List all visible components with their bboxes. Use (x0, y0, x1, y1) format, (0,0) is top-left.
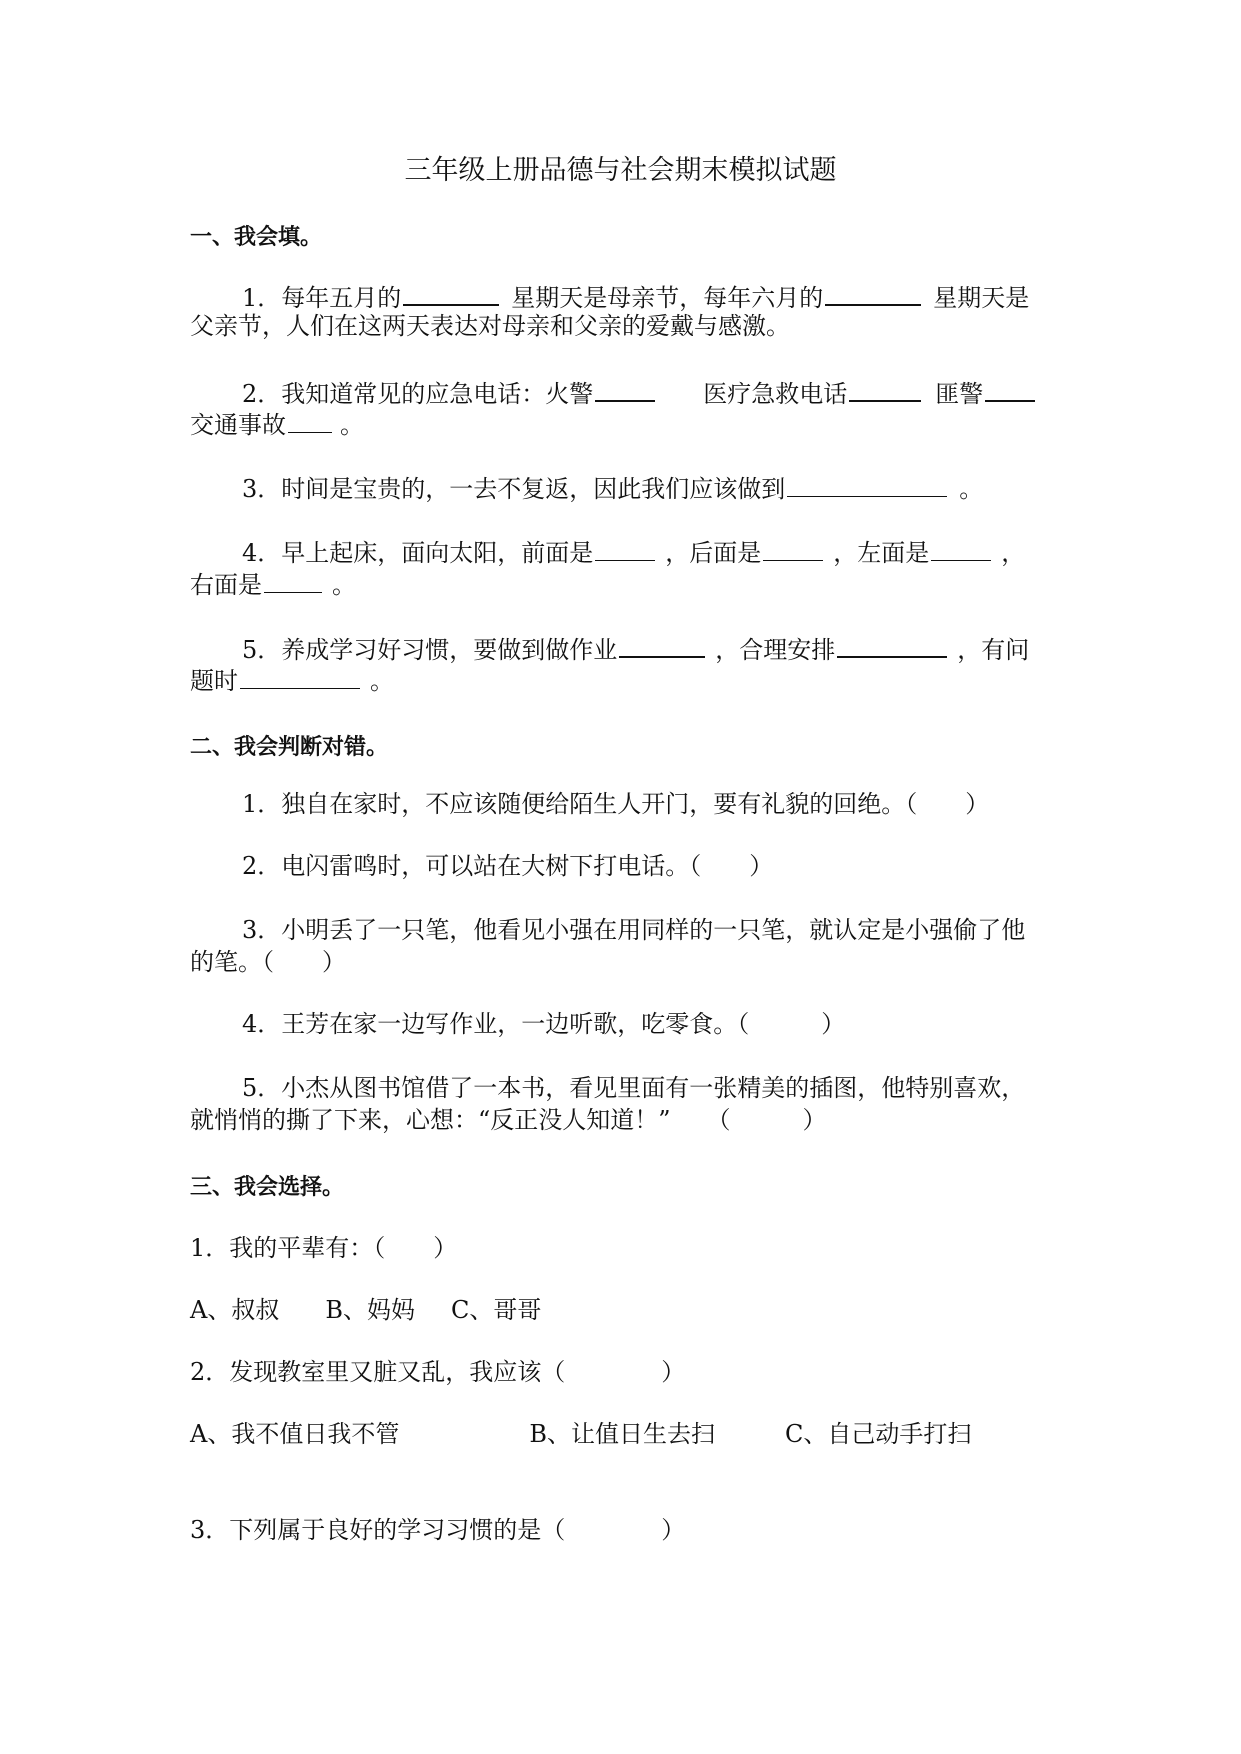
section-heading-choose: 三、我会选择。 (190, 1175, 345, 1200)
fill-blank[interactable] (403, 278, 499, 306)
fill-q1-line1 (242, 278, 1029, 314)
fill-blank[interactable] (595, 374, 655, 402)
fill-q2-text-b: 医疗急救电话 (703, 380, 848, 408)
fill-q4-text-a: 4．早上起床，面向太阳，前面是 (242, 539, 594, 567)
fill-q1-text-c: 星期天是 (933, 284, 1030, 312)
fill-blank[interactable] (288, 406, 332, 433)
fill-q3-text-b: 。 (959, 475, 984, 503)
fill-q5-text-e: 。 (370, 667, 394, 695)
option-a[interactable]: A、我不值日我不管 (190, 1420, 400, 1448)
option-c[interactable]: C、自己动手打扫 (784, 1420, 972, 1448)
judge-q3-line1: 3．小明丢了一只笔，他看见小强在用同样的一只笔，就认定是小强偷了他 (242, 916, 1026, 944)
fill-q4-text-d: ， (1001, 539, 1026, 567)
option-b[interactable]: B、让值日生去扫 (529, 1420, 715, 1448)
fill-q4-text-c: ，左面是 (833, 539, 930, 567)
fill-blank[interactable] (931, 534, 991, 561)
fill-blank[interactable] (763, 534, 823, 561)
fill-blank[interactable] (595, 534, 655, 561)
choose-q3: 3．下列属于良好的学习习惯的是（ ） (190, 1516, 686, 1544)
fill-q5-text-b: ，合理安排 (715, 636, 836, 664)
fill-q2-line1 (242, 374, 1037, 410)
fill-blank[interactable] (849, 374, 921, 402)
judge-q2: 2．电闪雷鸣时，可以站在大树下打电话。（ ） (242, 852, 774, 880)
fill-q5-line1 (242, 630, 1029, 666)
option-b[interactable]: B、妈妈 (325, 1296, 415, 1324)
fill-blank[interactable] (825, 278, 921, 306)
fill-q1-text-a: 1．每年五月的 (242, 284, 402, 312)
fill-q3-line (242, 470, 983, 505)
judge-q5-line2: 就悄悄的撕了下来，心想：“反正没人知道！” （ ） (190, 1106, 827, 1134)
fill-q2-text-a: 2．我知道常见的应急电话：火警 (242, 380, 594, 408)
fill-q5-text-c: ，有问 (957, 636, 1030, 664)
fill-blank[interactable] (240, 662, 360, 689)
fill-q2-line2 (190, 406, 364, 441)
fill-blank[interactable] (619, 630, 705, 658)
choose-q1: 1．我的平辈有：（ ） (190, 1234, 458, 1262)
option-a[interactable]: A、叔叔 (190, 1296, 280, 1324)
fill-q2-text-e: 。 (340, 411, 364, 439)
fill-blank[interactable] (837, 630, 947, 658)
fill-q4-text-f: 。 (332, 571, 356, 599)
fill-q1-text-d: 父亲节，人们在这两天表达对母亲和父亲的爱戴与感激。 (190, 312, 790, 340)
fill-blank[interactable] (264, 566, 322, 593)
fill-q2-text-c: 匪警 (935, 380, 984, 408)
fill-q5-text-d: 题时 (190, 667, 238, 695)
section-heading-judge: 二、我会判断对错。 (190, 735, 389, 760)
choose-q2-options (190, 1418, 971, 1450)
judge-q1: 1．独自在家时，不应该随便给陌生人开门，要有礼貌的回绝。（ ） (242, 790, 990, 818)
choose-q1-options (190, 1294, 541, 1326)
option-c[interactable]: C、哥哥 (450, 1296, 542, 1324)
fill-q4-line1 (242, 534, 1025, 569)
fill-blank[interactable] (985, 374, 1035, 402)
fill-q5-text-a: 5．养成学习好习惯，要做到做作业 (242, 636, 618, 664)
fill-q2-text-d: 交通事故 (190, 411, 286, 439)
fill-blank[interactable] (787, 470, 947, 497)
fill-q4-line2 (190, 566, 356, 601)
choose-q2: 2．发现教室里又脏又乱，我应该（ ） (190, 1358, 686, 1386)
fill-q3-text-a: 3．时间是宝贵的，一去不复返，因此我们应该做到 (242, 475, 786, 503)
judge-q3-line2: 的笔。（ ） (190, 948, 346, 976)
judge-q4: 4．王芳在家一边写作业，一边听歌，吃零食。（ ） (242, 1010, 846, 1038)
fill-q4-text-e: 右面是 (190, 571, 262, 599)
fill-q4-text-b: ，后面是 (665, 539, 762, 567)
page-title: 三年级上册品德与社会期末模拟试题 (404, 155, 837, 186)
fill-q1-text-b: 星期天是母亲节，每年六月的 (511, 284, 824, 312)
fill-q5-line2 (190, 662, 394, 697)
section-heading-fill: 一、我会填。 (190, 225, 323, 250)
judge-q5-line1: 5．小杰从图书馆借了一本书，看见里面有一张精美的插图，他特别喜欢， (242, 1074, 1026, 1102)
